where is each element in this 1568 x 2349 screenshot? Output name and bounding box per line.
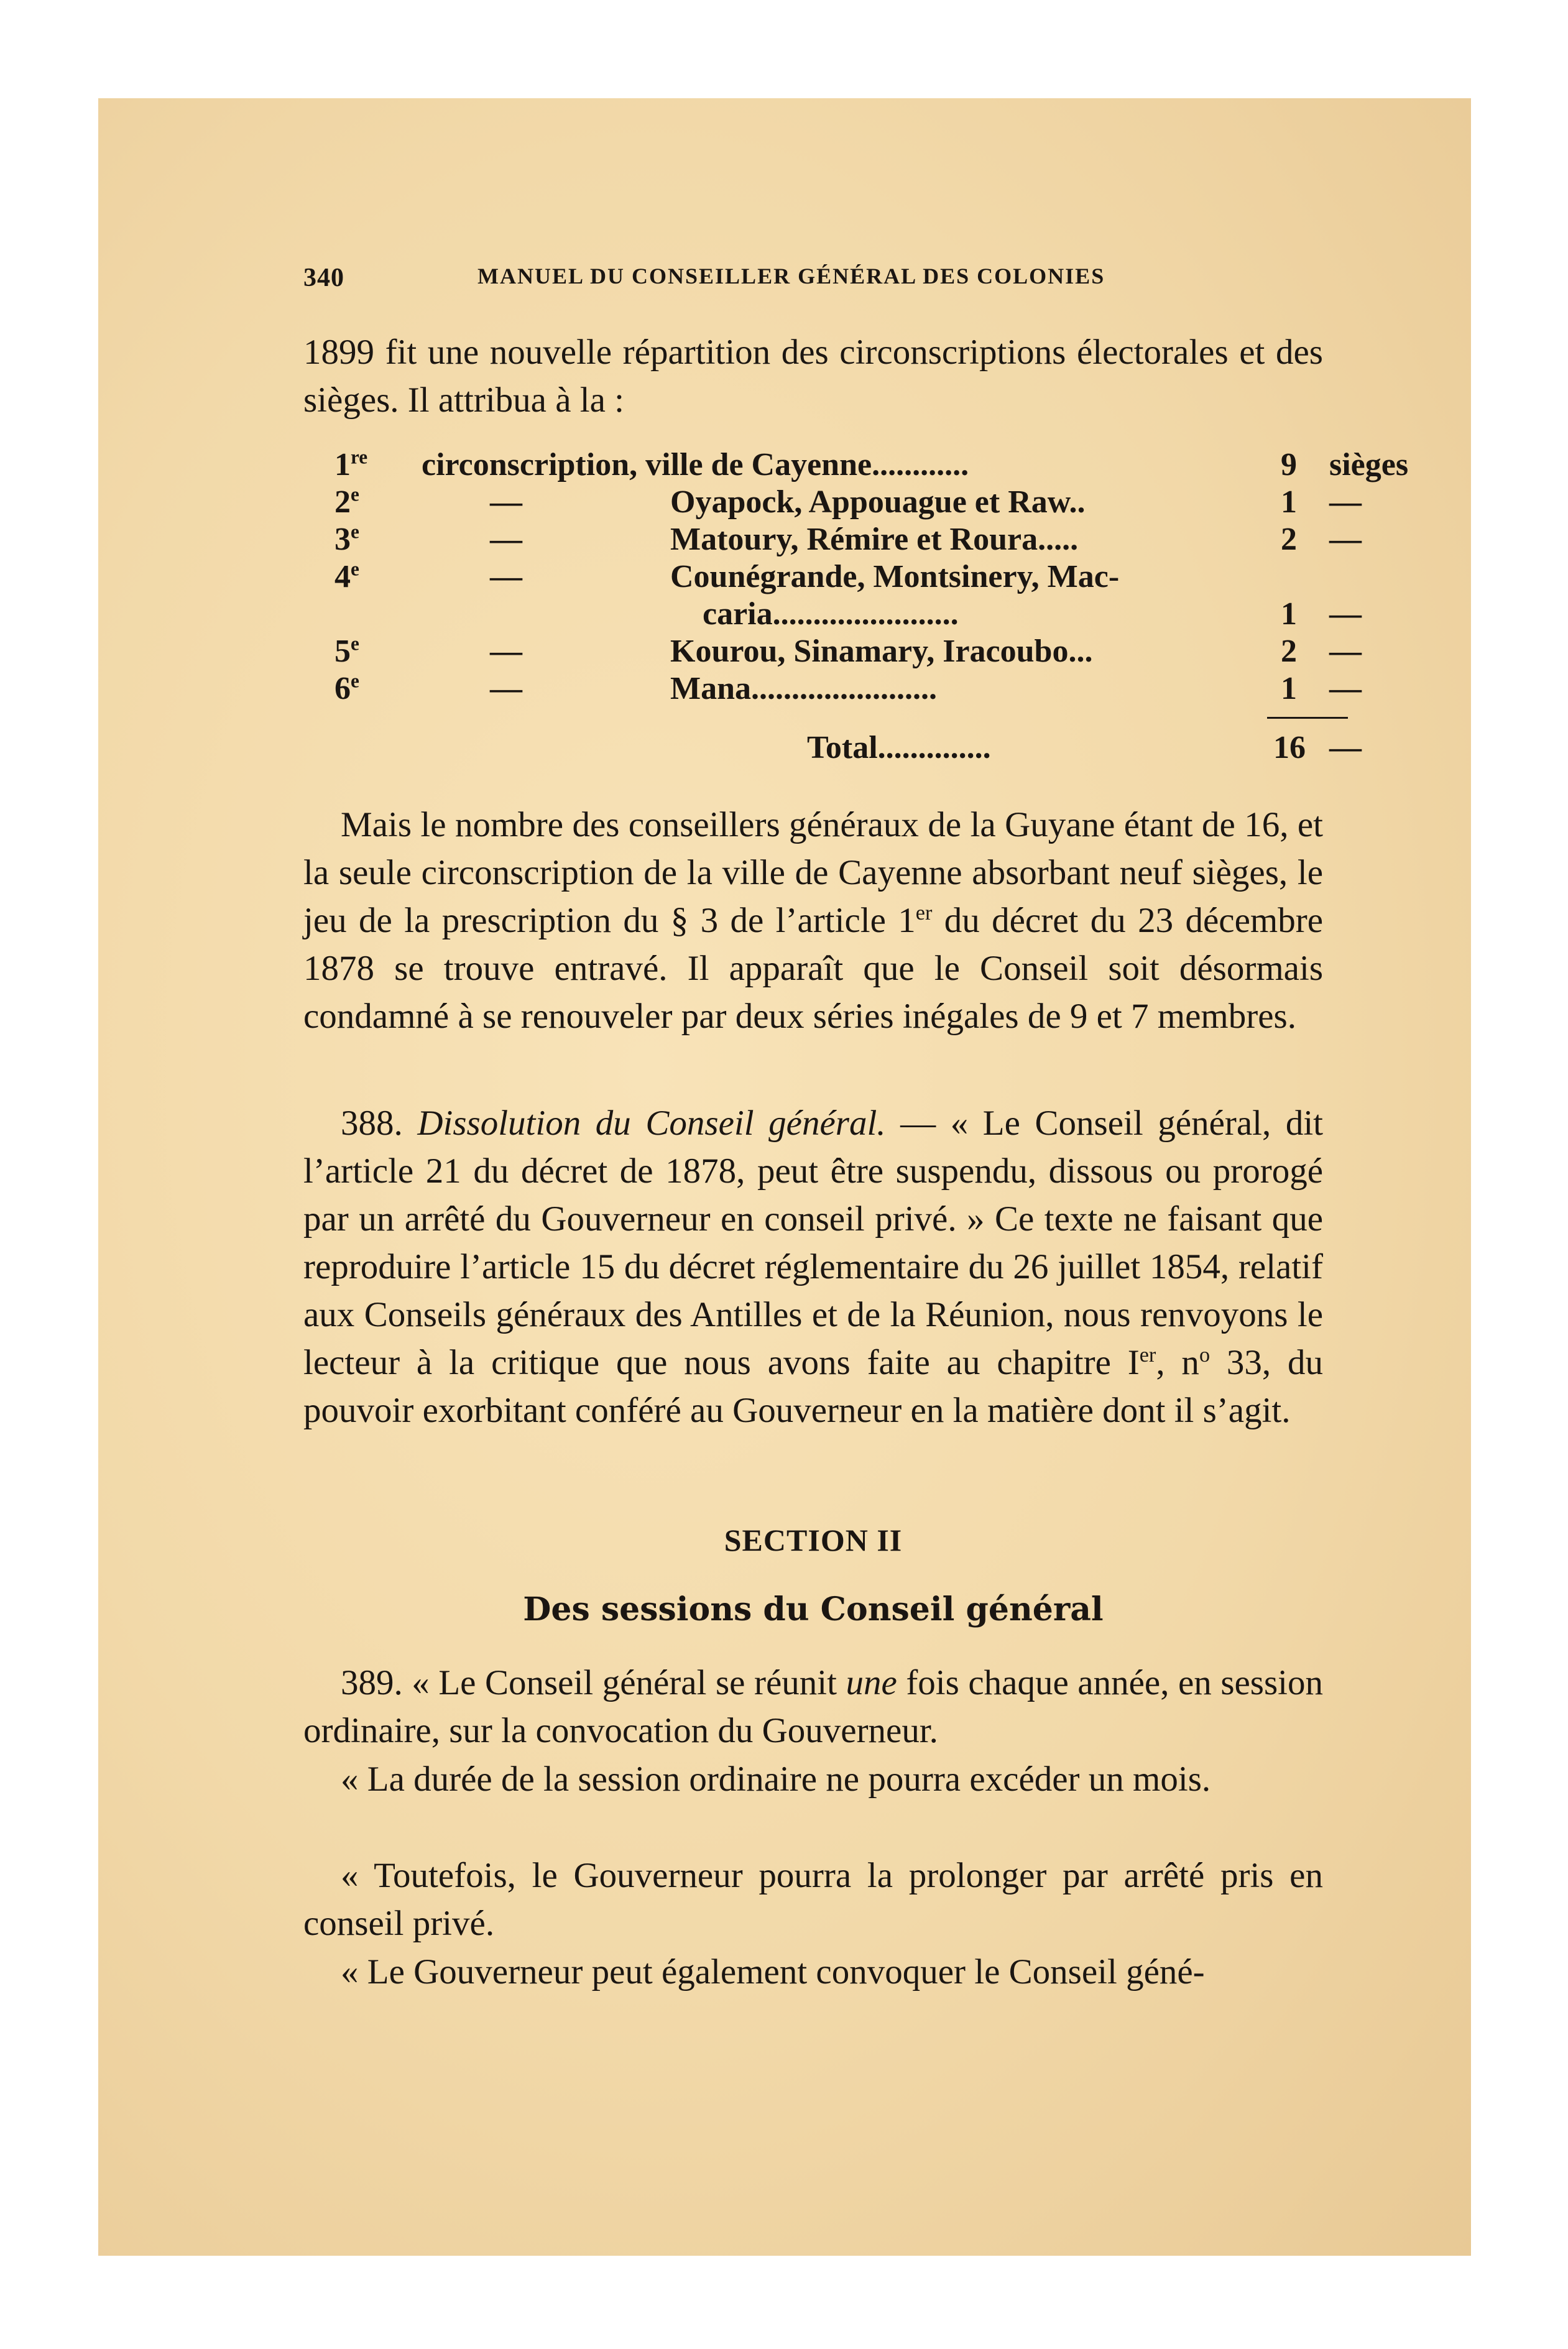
row-ordinal-suffix: e [351,632,359,655]
row-ditto-dash: — [490,522,522,557]
row-unit: — [1329,634,1362,669]
paragraph-388-dissolution: 388. Dissolution du Conseil général. — « Le Conseil général, dit l’article 21 du décret de 1878, peut être suspendu, dissous ou prorogé par un arrêté du Gouverneur en conseil privé. » Ce texte ne faisant que reproduire l’article 15 du décret réglementaire du 26 juillet 1854, relatif aux Conseils généraux des Antilles et de la Réunion, nous renvoyons le lecteur à la critique que nous avons faite au chapitre Ier, $n^o$ 33, du pouvoir exorbitant conféré au Gouverneur en la matière dont il s’agit. [303,1104,1324,1430]
table-row [334,484,1391,521]
paragraph-session-duration: « La durée de la session ordinaire ne pourra excéder un mois. [341,1760,1211,1799]
article-heading: Dissolution du Conseil général. [417,1104,886,1143]
row-ordinal-suffix: e [351,558,359,580]
row-ordinal-suffix: e [351,670,359,692]
row-ditto-dash: — [490,484,522,520]
total-row [334,729,1391,767]
running-header [303,263,1255,300]
row-ordinal: 4 [334,559,351,594]
row-ordinal: 1 [334,447,351,482]
row-ordinal: 6 [334,671,351,706]
paragraph-guyane-seats: Mais le nombre des conseillers généraux de la Guyane étant de 16, et la seule circonscription de la ville de Cayenne absorbant neuf sièges, le jeu de la prescription du § 3 de l’article 1er du décret du 23 décembre 1878 se trouve entravé. Il apparaît que le Conseil soit désormais condamné à se renouveler par deux séries inégales de 9 et 7 membres. [303,805,1323,1036]
intro-paragraph: 1899 fit une nouvelle répartition des circonscriptions électorales et des sièges. Il attribua à la : [303,333,1323,420]
seat-distribution-table [334,446,1409,782]
row-unit: — [1329,484,1362,520]
row-ordinal: 5 [334,634,351,669]
page-number: 340 [303,264,344,292]
table-row [334,521,1391,558]
row-place: Kourou, Sinamary, Iracoubo... [670,634,1093,669]
table-row [334,596,1391,633]
row-ditto-dash: — [490,559,522,594]
row-seats: 2 [1281,522,1297,557]
row-place: circonscription, ville de Cayenne............ [422,447,969,482]
row-ordinal: 3 [334,522,351,557]
row-place: Matoury, Rémire et Roura..... [670,522,1079,557]
section-subtitle: Des sessions du Conseil général [523,1590,1104,1628]
row-seats: 2 [1281,634,1297,669]
row-ordinal-suffix: re [351,446,368,468]
paragraph-extraordinary-convocation: « Le Gouverneur peut également convoquer le Conseil géné- [341,1952,1205,1991]
section-title: SECTION II [724,1523,903,1558]
total-unit: — [1329,730,1362,765]
row-seats: 1 [1281,671,1297,706]
row-unit: — [1329,596,1362,632]
article-number: 388. [341,1104,418,1143]
table-row [334,558,1391,596]
table-row [334,446,1409,484]
table-row [334,633,1391,670]
row-place: Counégrande, Montsinery, Mac- [670,559,1120,594]
total-seats: 16 [1273,730,1306,765]
row-unit: — [1329,671,1362,706]
paragraph-session-extension: « Toutefois, le Gouverneur pourra la prolonger par arrêté pris en conseil privé. [303,1856,1323,1943]
row-place: Mana....................... [670,671,937,706]
row-ordinal-suffix: e [351,520,359,543]
row-ditto-dash: — [490,634,522,669]
paragraph-389: 389. « Le Conseil général se réunit une fois chaque année, en session ordinaire, sur la convocation du Gouverneur. [303,1663,1323,1750]
row-place: caria....................... [670,596,959,632]
row-unit: sièges [1329,447,1409,482]
sum-rule [1267,717,1348,719]
row-ordinal-suffix: e [351,483,359,505]
row-seats: 1 [1281,596,1297,632]
row-seats: 9 [1281,447,1297,482]
row-unit: — [1329,522,1362,557]
row-seats: 1 [1281,484,1297,520]
row-ditto-dash: — [490,671,522,706]
row-place: Oyapock, Appouague et Raw.. [670,484,1086,520]
row-ordinal: 2 [334,484,351,520]
total-label: Total.............. [807,730,991,765]
table-row [334,670,1391,708]
running-title: MANUEL DU CONSEILLER GÉNÉRAL DES COLONIES [477,264,1105,288]
book-page [98,98,1471,2256]
